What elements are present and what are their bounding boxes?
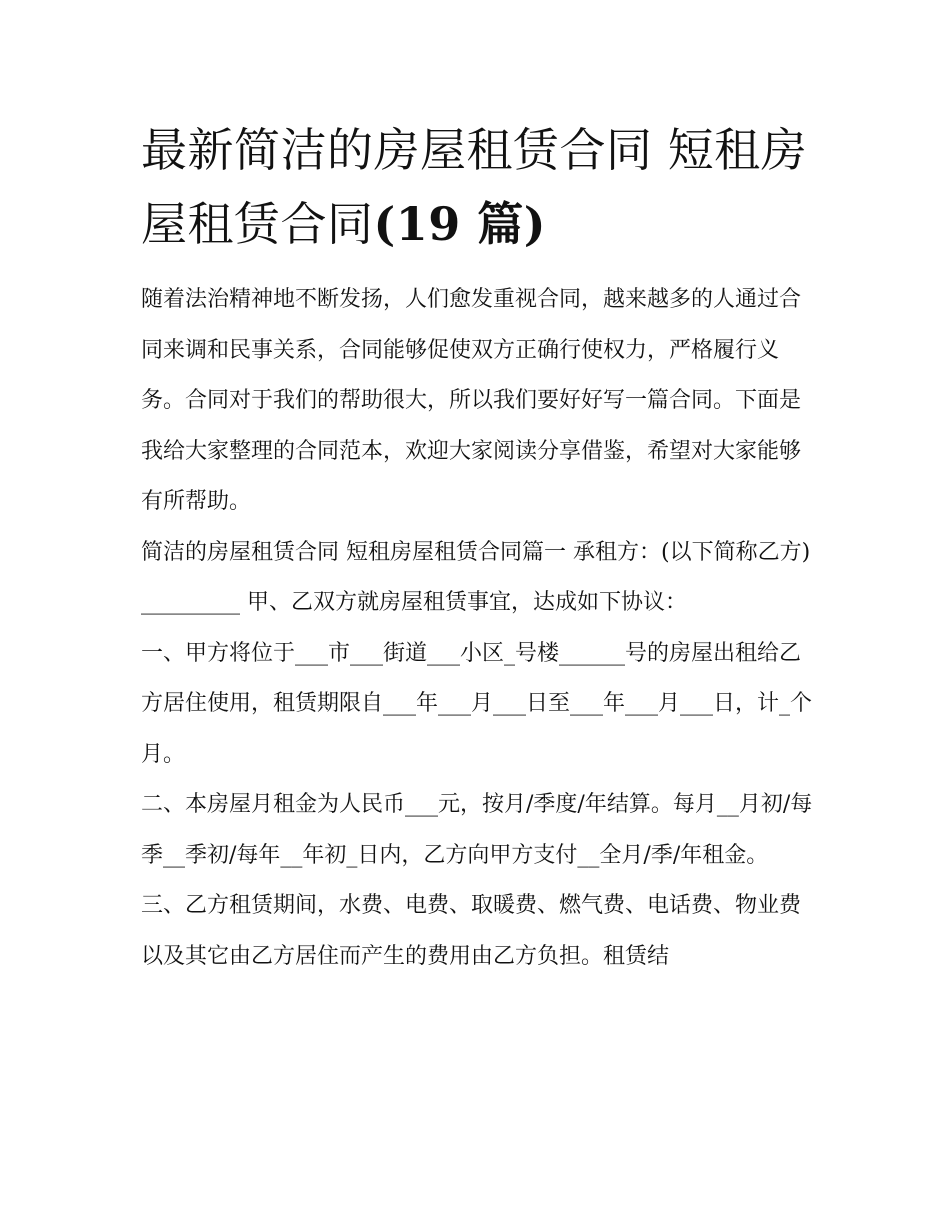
document-page [141,113,813,982]
document-title [141,113,813,261]
clause-3-paragraph: 三、乙方租赁期间，水费、电费、取暖费、燃气费、电话费、物业费以及其它由乙方居住而产生的费用由乙方负担。租赁结 [141,893,802,969]
clause-2-paragraph: 二、本房屋月租金为人民币___元，按月/季度/年结算。每月__月初/每季__季初/每年__年初_日内，乙方向甲方支付__全月/季/年租金。 [141,792,813,868]
document-body [141,275,813,982]
title-text: 最新简洁的房屋租赁合同 短租房屋租赁合同 [141,123,808,251]
title-count: (19 篇) [373,197,547,251]
contract-heading-paragraph: 简洁的房屋租赁合同 短租房屋租赁合同篇一 承租方：(以下简称乙方)_________ 甲、乙双方就房屋租赁事宜，达成如下协议： [141,539,811,615]
intro-paragraph: 随着法治精神地不断发扬，人们愈发重视合同，越来越多的人通过合同来调和民事关系，合同能够促使双方正确行使权力，严格履行义务。合同对于我们的帮助很大，所以我们要好好写一篇合同。下面是我给大家整理的合同范本，欢迎大家阅读分享借鉴，希望对大家能够有所帮助。 [141,287,802,514]
clause-1-paragraph: 一、甲方将位于___市___街道___小区_号楼______号的房屋出租给乙方居住使用，租赁期限自___年___月___日至___年___月___日，计_个月。 [141,640,813,767]
